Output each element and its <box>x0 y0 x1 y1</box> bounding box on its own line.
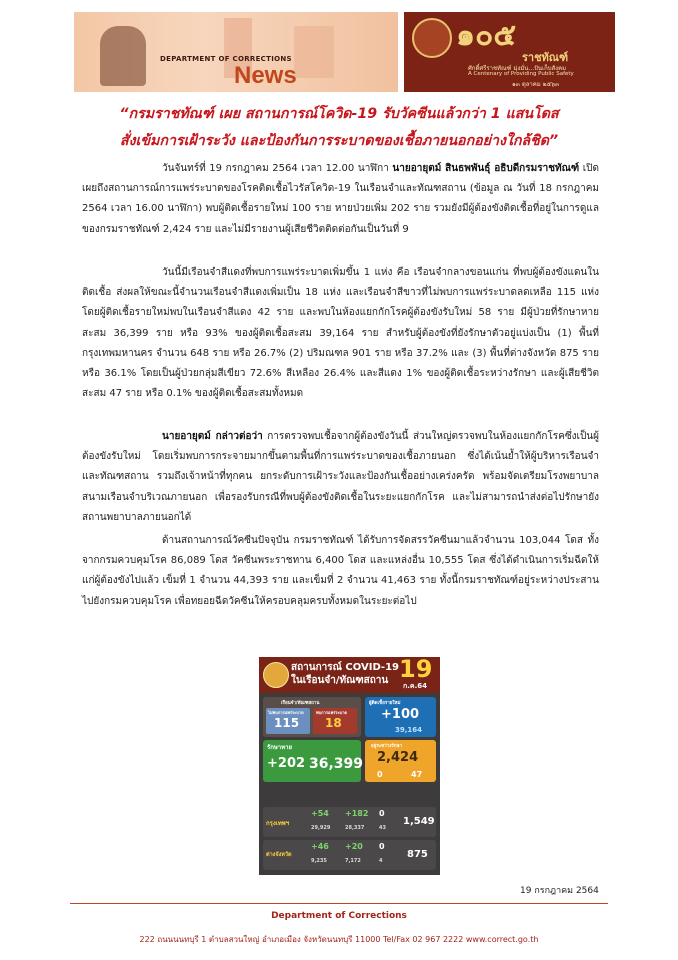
infographic-title: สถานการณ์ COVID-19 <box>291 662 399 673</box>
paragraph-1-text: เปิดเผยถึงสถานการณ์การแพร่ระบาดของโรคติดเชื้อไวรัสโควิด-19 ในเรือนจำและทัณฑสถาน (ข้อมูล ณ วันที่ 18 กรกฎาคม 2564 เวลา 16.00 นาฬิกา) พบผู้ติดเชื้อรายใหม่ 100 ราย หายป่วยเพิ่ม 202 ราย รวมยังมีผู้ต้องขังติดเชื้อที่อยู่ในการดูแลของกรมราชทัณฑ์ 2,424 ราย และไม่มีรายงานผู้เสียชีวิตติดต่อกันเป็นวันที่ 9 <box>82 163 600 235</box>
death-new-value: 0 <box>377 770 383 779</box>
new-cases-label: ผู้ติดเชื้อรายใหม่ <box>369 701 401 706</box>
treating-value: 2,424 <box>377 750 419 765</box>
provinces-death-value: 0 <box>379 842 385 851</box>
headline-line-2: สั่งเข้มการเฝ้าระวัง และป้องกันการระบาดของเชื้อภายนอกอย่างใกล้ชิด” <box>119 133 559 149</box>
recovered-new-value: +202 <box>267 756 306 771</box>
footer-department: Department of Corrections <box>271 911 407 921</box>
department-seal-icon <box>412 18 452 58</box>
slogan: ศักดิ์ศรีราชทัณฑ์ มุ่งมั่น...ปันเก็บสังคม <box>468 65 567 72</box>
provinces-total-cases: 9,235 <box>311 858 327 864</box>
headline-line-1: “กรมราชทัณฑ์ เผย สถานการณ์โควิด-19 รับวัคซีนแล้วกว่า 1 แสนโดส <box>119 106 559 122</box>
news-header-banner <box>74 12 615 92</box>
red-prison-value: 18 <box>325 716 342 730</box>
headline <box>60 101 618 155</box>
red-prison-box <box>313 708 357 734</box>
provinces-new-value: +46 <box>311 842 329 851</box>
paragraph-2-text: วันนี้มีเรือนจำสีแดงที่พบการแพร่ระบาดเพิ่มขึ้น 1 แห่ง คือ เรือนจำกลางขอนแก่น ที่พบผู้ต้องขังแดนในติดเชื้อ ส่งผลให้ขณะนี้จำนวนเรือนจำสีแดงเพิ่มเป็น 18 แห่ง และเรือนจำสีขาวที่ไม่พบการแพร่ระบาดลดเหลือ 115 แห่ง โดยผู้ติดเชื้อรายใหม่พบในเรือนจำสีแดง 42 ราย และพบในห้องแยกกักโรคผู้ต้องขังรับใหม่ 58 ราย มีผู้ป่วยที่รักษาหายสะสม 36,399 ราย หรือ 93% ของผู้ติดเชื้อสะสม 39,164 ราย สำหรับผู้ต้องขังที่ยังรักษาตัวอยู่แบ่งเป็น (1) พื้นที่กรุงเทพมหานคร จำนวน 648 ราย หรือ 26.7% (2) ปริมณฑล 901 ราย หรือ 37.2% และ (3) พื้นที่ต่างจังหวัด 875 ราย หรือ 36.1% โดยเป็นผู้ป่วยกลุ่มสีเขียว 72.6% สีเหลือง 26.4% และสีแดง 1% ของผู้ติดเชื้อระหว่างรักษา และผู้เสียชีวิตสะสม 47 ราย หรือ 0.1% ของผู้ติดเชื้อสะสมทั้งหมด <box>82 267 599 400</box>
white-prison-box <box>266 708 310 734</box>
provinces-treating-value: 875 <box>407 849 428 860</box>
header-left-panel <box>74 12 398 92</box>
paragraph-1-lead: วันจันทร์ที่ 19 กรกฎาคม 2564 เวลา 12.00 นาฬิกา <box>162 163 389 174</box>
paragraph-4 <box>82 531 599 612</box>
anniversary-date: ๑๓ ตุลาคม ๒๕๖๓ <box>512 81 560 88</box>
paragraph-3 <box>82 427 599 528</box>
treating-label: อยู่ระหว่างรักษา <box>371 744 403 749</box>
paragraph-3-lead: นายอายุตม์ กล่าวต่อว่า <box>162 431 263 442</box>
death-total-value: 47 <box>411 770 423 779</box>
bangkok-total-deaths: 43 <box>379 825 386 831</box>
infographic-subtitle: ในเรือนจำ/ทัณฑสถาน <box>291 675 389 686</box>
paragraph-1 <box>82 159 599 240</box>
bangkok-total-recovered: 28,337 <box>345 825 365 831</box>
director-name: นายอายุตม์ สินธพพันธุ์ อธิบดีกรมราชทัณฑ์ <box>392 163 580 174</box>
header-right-panel <box>404 12 615 92</box>
prison-count-panel <box>263 697 361 737</box>
infographic-header <box>259 657 440 693</box>
provinces-total-deaths: 4 <box>379 858 383 864</box>
paragraph-3-text: การตรวจพบเชื้อจากผู้ต้องขังวันนี้ ส่วนใหญ่ตรวจพบในห้องแยกกักโรคซึ่งเป็นผู้ต้องขังรับใหม่ โดยเริ่มพบการกระจายมากขึ้นตามพื้นที่การแพร่ระบาดของเชื้อภายนอก ซึ่งได้เน้นย้ำให้ผู้บริหารเรือนจำและทัณฑสถาน รวมถึงเจ้าหน้าที่ทุกคน ยกระดับการเฝ้าระวังและป้องกันเชื้ออย่างเคร่งครัด พร้อมจัดเตรียมโรงพยาบาลสนามเรือนจำบริเวณภายนอก เพื่อรองรับกรณีที่พบผู้ต้องขังติดเชื้อในระยะแยกกักโรค และไม่สามารถนำส่งต่อไปรักษายังสถานพยาบาลภายนอกได้ <box>82 431 599 523</box>
recovered-label: รักษาหาย <box>267 744 293 751</box>
infographic-month: ก.ค.64 <box>403 682 427 690</box>
paragraph-2 <box>82 263 599 404</box>
news-label: News <box>234 62 297 89</box>
white-prison-value: 115 <box>274 716 300 730</box>
bangkok-row <box>263 807 436 837</box>
footer-address: 222 ถนนนนทบุรี 1 ตำบลสวนใหญ่ อำเภอเมือง จังหวัดนนทบุรี 11000 Tel/Fax 02 967 2222 www.correct.go.th <box>139 935 539 944</box>
department-logo-icon <box>263 662 289 688</box>
prisons-label: เรือนจำ/ทัณฑสถาน <box>281 701 320 706</box>
provinces-total-recovered: 7,172 <box>345 858 361 864</box>
recovered-total-value: 36,399 <box>309 756 364 772</box>
white-prison-label: ไม่พบการแพร่ระบาด <box>268 710 304 715</box>
new-cases-panel <box>365 697 436 737</box>
footer-divider <box>70 903 608 904</box>
provinces-row <box>263 840 436 870</box>
red-prison-label: พบการแพร่ระบาด <box>316 710 348 715</box>
bangkok-new-value: +54 <box>311 809 329 818</box>
building-image <box>294 26 334 78</box>
recovered-panel <box>263 740 364 782</box>
paragraph-4-text: ด้านสถานการณ์วัคซีนปัจจุบัน กรมราชทัณฑ์ ได้รับการจัดสรรวัคซีนมาแล้วจำนวน 103,044 โดส ทั้งจากกรมควบคุมโรค 86,089 โดส วัคซีนพระราชทาน 6,400 โดส และแหล่งอื่น 10,555 โดส ซึ่งได้ดำเนินการเริ่มฉีดให้แก่ผู้ต้องขังไปแล้ว เข็มที่ 1 จำนวน 44,393 ราย และเข็มที่ 2 จำนวน 41,463 ราย ทั้งนี้กรมราชทัณฑ์อยู่ระหว่างประสานไปยังกรมควบคุมโรค เพื่อทยอยฉีดวัคซีนให้ครอบคลุมครบทั้งหมดในระยะต่อไป <box>82 535 599 607</box>
anniversary-number: ๑๐๕ <box>456 18 517 53</box>
document-date: 19 กรกฎาคม 2564 <box>520 886 599 896</box>
provinces-recovered-value: +20 <box>345 842 363 851</box>
anniversary-word: ราชทัณฑ์ <box>522 51 569 64</box>
provinces-label: ต่างจังหวัด <box>266 852 292 858</box>
department-label: DEPARTMENT OF CORRECTIONS <box>160 55 292 63</box>
bangkok-total-cases: 29,929 <box>311 825 331 831</box>
bangkok-recovered-value: +182 <box>345 809 369 818</box>
bangkok-treating-value: 1,549 <box>403 816 435 827</box>
bangkok-death-value: 0 <box>379 809 385 818</box>
officer-silhouette-image <box>100 26 146 86</box>
new-cases-value: +100 <box>381 707 420 722</box>
treating-panel <box>365 740 436 782</box>
centenary-tagline: A Centenary of Providing Public Safety <box>468 71 574 77</box>
bangkok-label: กรุงเทพฯ <box>266 820 290 827</box>
total-cases-value: 39,164 <box>395 726 423 734</box>
infographic-day: 19 <box>399 657 433 683</box>
covid-infographic <box>259 657 440 875</box>
